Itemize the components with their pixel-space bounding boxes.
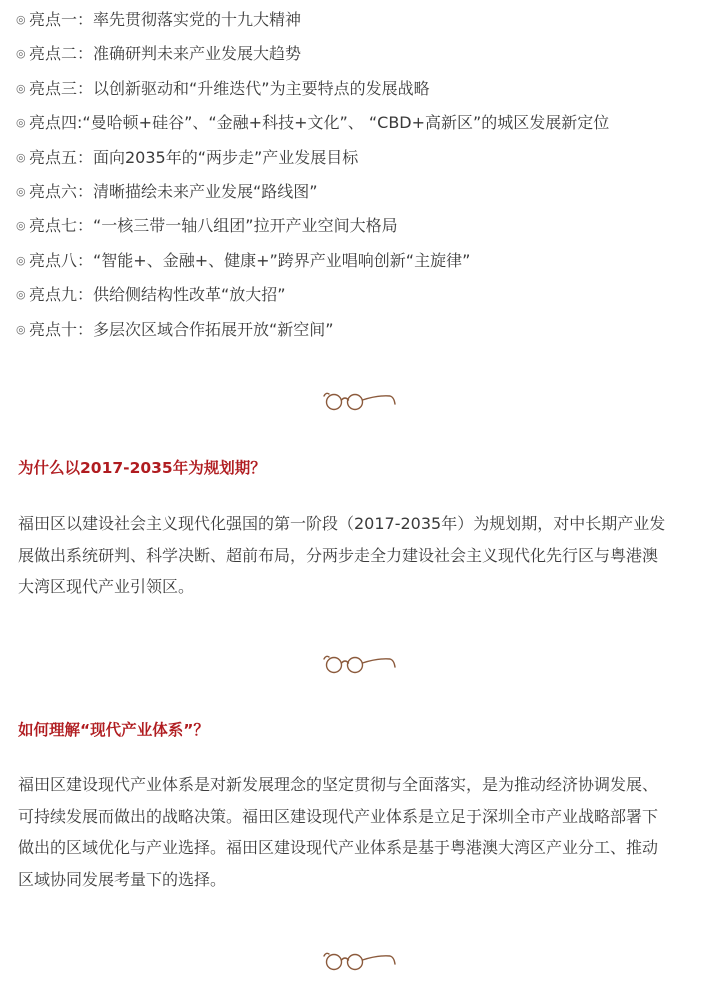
paragraph-line: 福田区建设现代产业体系是对新发展理念的坚定贯彻与全面落实，是为推动经济协调发展、 [18,775,659,794]
list-item [16,249,716,283]
paragraph-line: 展做出系统研判、科学决断、超前布局，分两步走全力建设社会主义现代化先行区与粤港澳 [18,545,659,565]
glasses-icon [320,382,400,418]
section-heading: 为什么以2017-2035年为规划期？ [18,459,266,477]
bullet-icon: ◎ [16,253,26,267]
bullet-icon: ◎ [16,288,26,302]
list-item [16,283,716,317]
paragraph-line: 可持续发展而做出的战略决策。福田区建设现代产业体系是立足于深圳全市产业战略部署下 [18,806,659,826]
highlight-text: 亮点二：准确研判未来产业发展大趋势 [29,44,302,64]
list-item [16,42,716,76]
highlight-text: 亮点四:“曼哈顿+硅谷”、“金融+科技+文化”、 “CBD+高新区”的城区发展新定位 [29,113,610,133]
paragraph-line: 区域协同发展考量下的选择。 [18,869,227,889]
paragraph [18,769,708,895]
list-item [16,180,716,214]
glasses-divider-icon [0,382,720,422]
list-item [16,214,716,248]
bullet-icon: ◎ [16,13,26,26]
list-item [16,111,716,145]
section-heading: 如何理解“现代产业体系”？ [18,721,209,739]
paragraph-line: 福田区以建设社会主义现代化强国的第一阶段（2017-2035年）为规划期，对中长期产业发 [18,514,666,533]
paragraph [18,508,708,603]
bullet-icon: ◎ [16,322,26,336]
highlight-text: 亮点一：率先贯彻落实党的十九大精神 [29,10,302,29]
bullet-icon: ◎ [16,81,26,95]
glasses-divider-icon [0,942,720,982]
glasses-icon [320,942,400,978]
bullet-icon: ◎ [16,116,26,130]
highlight-text: 亮点七：“一核三带一轴八组团”拉开产业空间大格局 [29,216,398,236]
list-item [16,77,716,111]
list-item [16,318,716,352]
list-item [16,8,716,42]
glasses-divider-icon [0,645,720,685]
highlight-text: 亮点三：以创新驱动和“升维迭代”为主要特点的发展战略 [29,78,430,98]
highlight-text: 亮点九：供给侧结构性改革“放大招” [29,285,286,305]
bullet-icon: ◎ [16,150,26,164]
highlight-text: 亮点十：多层次区域合作拓展开放“新空间” [29,319,334,339]
highlight-text: 亮点六：清晰描绘未来产业发展“路线图” [29,181,318,201]
highlight-text: 亮点八：“智能+、金融+、健康+”跨界产业唱响创新“主旋律” [29,250,471,270]
highlights-list [16,8,716,352]
bullet-icon: ◎ [16,219,26,233]
paragraph-line: 大湾区现代产业引领区。 [18,577,195,596]
paragraph-line: 做出的区域优化与产业选择。福田区建设现代产业体系是基于粤港澳大湾区产业分工、推动 [18,838,659,857]
highlight-text: 亮点五：面向2035年的“两步走”产业发展目标 [29,147,359,167]
list-item [16,146,716,180]
bullet-icon: ◎ [16,184,26,198]
glasses-icon [320,645,400,681]
bullet-icon: ◎ [16,47,26,61]
